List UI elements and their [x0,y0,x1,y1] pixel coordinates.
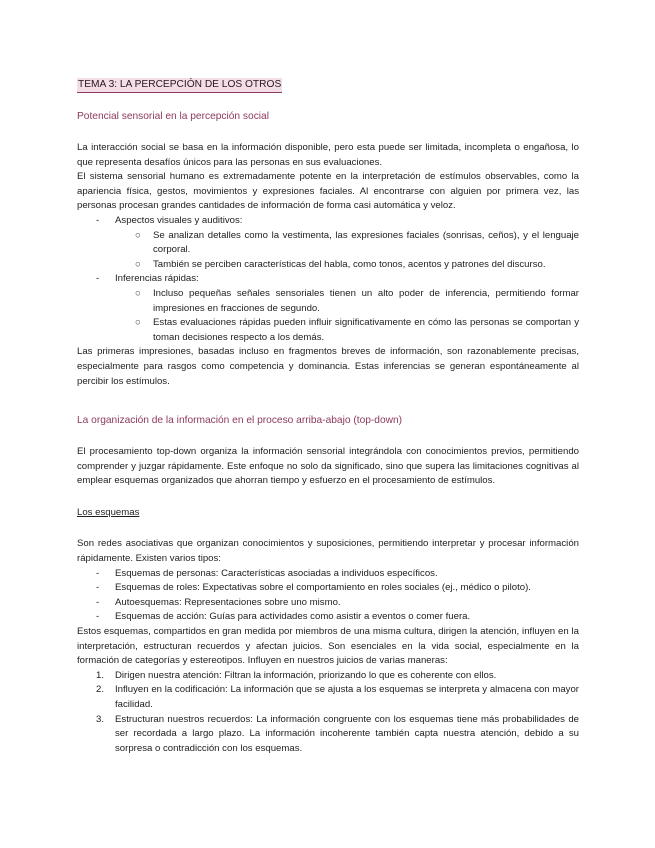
numbered-item: 1. Dirigen nuestra atención: Filtran la información, priorizando lo que es coherente con ellos. [77,669,579,684]
circle-bullet-icon: ○ [135,258,141,270]
dash-marker: - [96,582,100,594]
document-content [77,78,579,756]
paragraph: El sistema sensorial humano es extremadamente potente en la interpretación de estímulos observables, como la apariencia física, gestos, movimientos y expresiones faciales. Al encontrarse con alguien por primera vez, las personas procesan grandes cantidades de información de forma casi automática y veloz. [77,171,579,212]
sub-list-item: ○ Incluso pequeñas señales sensoriales tienen un alto poder de inferencia, permitiendo formar impresiones en fracciones de segundo. [135,287,579,314]
sub-list-item: ○ Estas evaluaciones rápidas pueden influir significativamente en cómo las personas se comportan y toman decisiones respecto a los demás. [135,317,579,343]
dash-marker: - [96,567,100,579]
circle-bullet-icon: ○ [135,229,141,241]
bullet-list [77,214,579,345]
numbered-item: 3. Estructuran nuestros recuerdos: La información congruente con los esquemas tiene más probabilidades de ser recordada a largo plazo. La información incoherente también capta nuestra atención, debido a su sorpresa o contradicción con los esquemas. [96,713,579,754]
list-item-label: Inferencias rápidas: [115,273,199,285]
dash-marker: - [96,596,100,608]
number-marker: 2. [96,684,105,696]
dash-marker: - [96,273,100,285]
paragraph: El procesamiento top-down organiza la información sensorial integrándola con conocimientos previos, permitiendo comprender y juzgar rápidamente. Este enfoque no solo da significado, sino que supera las limitaciones cognitivas al emplear esquemas organizados que ahorran tiempo y esfuerzo en el procesamiento de estímulos. [77,446,579,487]
paragraph: Estos esquemas, compartidos en gran medida por miembros de una misma cultura, dirigen la atención, influyen en la interpretación, estructuran recuerdos y afectan juicios. Son esenciales en la vida social, especialmente en la formación de categorías y estereotipos. Influyen en nuestros juicios de varias maneras: [77,626,579,667]
dash-marker: - [96,214,100,226]
circle-bullet-icon: ○ [135,317,141,329]
paragraph: Las primeras impresiones, basadas incluso en fragmentos breves de información, son razonablemente precisas, especialmente para rasgos como competencia y dominancia. Estas inferencias se generan espontáneamente al percibir los estímulos. [77,346,579,387]
sub-list-item: ○ También se perciben características del habla, como tonos, acentos y patrones del discurso. [77,258,579,273]
paragraph: Son redes asociativas que organizan conocimientos y suposiciones, permitiendo interpretar y procesar información rápidamente. Existen varios tipos: [77,538,579,565]
circle-bullet-icon: ○ [135,287,141,299]
list-item-label: Aspectos visuales y auditivos: [115,214,243,226]
numbered-item: 2. Influyen en la codificación: La información que se ajusta a los esquemas se interpreta y almacena con mayor facilidad. [96,684,579,710]
subheading-esquemas: Los esquemas [77,506,140,518]
schema-types-list [77,567,579,625]
list-item: - Esquemas de roles: Expectativas sobre el comportamiento en roles sociales (ej., médico o piloto). [77,581,579,596]
dash-marker: - [96,611,100,623]
paragraph: La interacción social se basa en la información disponible, pero esta puede ser limitada, incompleta o engañosa, lo que representa desafíos únicos para las personas en sus evaluaciones. [77,142,579,168]
list-item: - Esquemas de personas: Características asociadas a individuos específicos. [77,567,579,582]
sub-list-item: ○ Se analizan detalles como la vestimenta, las expresiones faciales (sonrisas, ceños), y el lenguaje corporal. [135,229,579,256]
page-title: TEMA 3: LA PERCEPCIÓN DE LOS OTROS [77,78,282,93]
section-heading-top-down: La organización de la información en el proceso arriba-abajo (top-down) [77,415,403,427]
number-marker: 3. [96,713,105,725]
section-heading-sensorial: Potencial sensorial en la percepción social [77,111,269,122]
list-item [77,214,579,229]
list-item: - Esquemas de acción: Guías para actividades como asistir a eventos o comer fuera. [77,610,579,625]
numbered-list [77,669,579,757]
number-marker: 1. [96,669,105,681]
list-item [77,272,579,287]
list-item: - Autoesquemas: Representaciones sobre uno mismo. [77,596,579,611]
